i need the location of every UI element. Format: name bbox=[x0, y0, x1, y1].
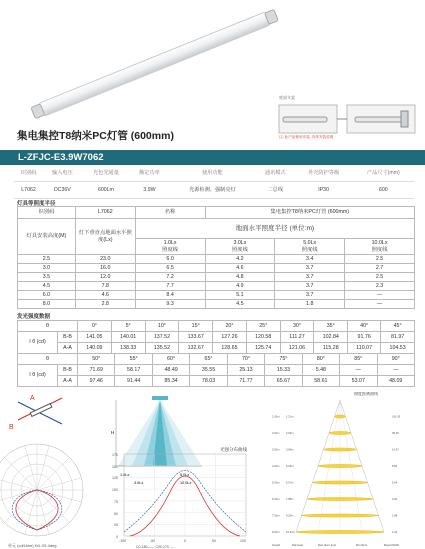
bb-value-cell: 137.52 bbox=[145, 332, 179, 343]
spec-header: 外壳防护等级 bbox=[295, 165, 353, 181]
spec-value: IP30 bbox=[295, 181, 353, 198]
illum-cell: 4.2 bbox=[205, 255, 275, 264]
intensity-angle-row bbox=[18, 354, 415, 365]
spec-header: 光色光通量 bbox=[82, 165, 130, 181]
illum-cell: 6.0 bbox=[135, 255, 205, 264]
illum-cell: 6.0 bbox=[18, 291, 76, 300]
angle-cell: 45° bbox=[381, 321, 415, 332]
iso-footer: Diameter bbox=[292, 543, 304, 547]
iso-ring bbox=[329, 431, 351, 434]
light-curve-x-tick: -100 bbox=[119, 539, 127, 543]
illum-cell: 7.2 bbox=[135, 273, 205, 282]
iso-row-text: 8.82 bbox=[392, 465, 398, 468]
bb-value-cell: 133.67 bbox=[179, 332, 213, 343]
illum-cell: 4.8 bbox=[205, 273, 275, 282]
iso-row-text: 141.05 bbox=[392, 415, 401, 419]
bb-value-cell: 25.13 bbox=[227, 365, 264, 376]
iso-ring bbox=[324, 448, 357, 451]
lux-level-sub: 照度线 bbox=[162, 246, 179, 253]
polar-caption: 单元 (cd/1klm) H/L:25.4deg bbox=[8, 543, 57, 548]
aa-value-cell: 104.53 bbox=[381, 343, 415, 354]
lux-level-value: 3.0Lx bbox=[233, 240, 247, 247]
iso-ring bbox=[296, 530, 384, 533]
beam-label: 3.0Lx bbox=[134, 481, 144, 485]
iso-row-text: 35.26 bbox=[392, 432, 399, 435]
intensity-aa-row bbox=[18, 376, 415, 387]
illum-cell: 2.5 bbox=[345, 273, 415, 282]
aa-value-cell: 110.07 bbox=[348, 343, 381, 354]
lux-level bbox=[205, 239, 275, 255]
intensity-bb-row bbox=[18, 365, 415, 376]
product-image bbox=[20, 5, 290, 125]
illum-name-value: 集电集控T8纳米PC灯管 (600mm) bbox=[205, 207, 414, 219]
iso-footer: Min Illum bbox=[356, 543, 368, 547]
aa-value-cell: 138.33 bbox=[111, 343, 145, 354]
bb-label: B-B bbox=[58, 332, 78, 343]
aa-value-cell: 128.65 bbox=[213, 343, 247, 354]
lux-level-value: 10.0Lx bbox=[371, 240, 388, 247]
illum-cell: — bbox=[345, 300, 415, 309]
spec-table bbox=[14, 165, 414, 199]
spec-value: DC36V bbox=[43, 181, 82, 198]
bb-value-cell: 15.33 bbox=[265, 365, 302, 376]
illum-cell: — bbox=[345, 291, 415, 300]
illum-cell: 3.7 bbox=[275, 264, 345, 273]
iso-row-text: 2.63m bbox=[286, 432, 294, 435]
angle-cell: 65° bbox=[190, 354, 227, 365]
model-bar: L-ZFJC-E3.9W7062 bbox=[0, 150, 425, 165]
illum-cell: 7.8 bbox=[75, 282, 135, 291]
aa-value-cell: 91.44 bbox=[115, 376, 152, 387]
iso-row-text: 15.67 bbox=[392, 448, 399, 452]
callout-header: 底部支架 bbox=[279, 95, 295, 100]
lux-level-sub: 照度线 bbox=[301, 246, 318, 253]
illum-section-title: 灯具等照度半径 bbox=[17, 201, 56, 207]
theta-label: θ bbox=[18, 354, 78, 365]
illum-cell: 3.5 bbox=[18, 273, 76, 282]
spec-header: 使用功能 bbox=[169, 165, 256, 181]
iso-ring bbox=[335, 415, 346, 418]
illum-cell: 16.0 bbox=[75, 264, 135, 273]
light-curve-y-tick: 125 bbox=[112, 476, 118, 480]
beam-source bbox=[152, 396, 168, 400]
iso-row-text: 3.94m bbox=[286, 448, 294, 452]
intensity-table-1 bbox=[17, 320, 415, 354]
illum-name-label: 名称 bbox=[135, 207, 205, 219]
aa-value-cell: 135.52 bbox=[145, 343, 179, 354]
light-curve-y-tick: 25 bbox=[114, 523, 118, 527]
polar-chart bbox=[0, 444, 83, 536]
beam-diagram bbox=[111, 396, 202, 485]
aa-value-cell: 132.67 bbox=[179, 343, 213, 354]
iso-row-text: 4.00m bbox=[272, 465, 280, 468]
intensity-table-2 bbox=[17, 353, 415, 387]
light-curve-x-tick: 50 bbox=[212, 539, 216, 543]
illum-cell: 3.7 bbox=[275, 273, 345, 282]
angle-cell: 40° bbox=[348, 321, 381, 332]
illum-cell: 3.7 bbox=[275, 291, 345, 300]
diagrams bbox=[0, 392, 425, 549]
light-curve-y-tick: 0 bbox=[116, 535, 118, 539]
illum-cell: 4.5 bbox=[205, 300, 275, 309]
iso-ring bbox=[307, 497, 373, 500]
illum-row bbox=[18, 264, 415, 273]
illum-row bbox=[18, 255, 415, 264]
illum-cell: 8.4 bbox=[135, 291, 205, 300]
angle-cell: 5° bbox=[111, 321, 145, 332]
iso-row-text: 2.88 bbox=[392, 514, 398, 518]
spec-header: 产品尺寸(mm) bbox=[353, 165, 414, 181]
angle-cell: 75° bbox=[265, 354, 302, 365]
bb-value-cell: 141.05 bbox=[78, 332, 112, 343]
intensity-aa-row bbox=[18, 343, 415, 354]
iso-diagram bbox=[272, 392, 401, 547]
iso-row-text: 1.00m bbox=[272, 415, 280, 419]
bb-value-cell: 111.27 bbox=[280, 332, 314, 343]
light-curve-y-tick: 175 bbox=[112, 453, 118, 457]
intensity-section-title: 发光强度数据 bbox=[17, 314, 51, 320]
aa-label: A-A bbox=[58, 376, 78, 387]
illum-center-lux-header: 灯下垂直点地面水平照度(Lx) bbox=[75, 219, 135, 255]
illum-cell: 2.5 bbox=[18, 255, 76, 264]
spec-value: 600Lm bbox=[82, 181, 130, 198]
illum-cell: 4.9 bbox=[205, 282, 275, 291]
iq-label: I θ (cd) bbox=[18, 365, 58, 387]
illum-cell: 2.7 bbox=[345, 264, 415, 273]
spec-value: 二总线 bbox=[256, 181, 295, 198]
illum-cell: 4.5 bbox=[18, 282, 76, 291]
illum-cell: 4.6 bbox=[75, 291, 135, 300]
aa-value-cell: 121.06 bbox=[280, 343, 314, 354]
angle-cell: 10° bbox=[145, 321, 179, 332]
illum-cell: 8.0 bbox=[18, 300, 76, 309]
illum-cell: 23.0 bbox=[75, 255, 135, 264]
beam-label: 1.0Lx bbox=[120, 473, 130, 477]
axis-b-label: B bbox=[9, 424, 14, 431]
bb-value-cell: — bbox=[340, 365, 377, 376]
bb-value-cell: 81.97 bbox=[381, 332, 415, 343]
lux-level bbox=[275, 239, 345, 255]
aa-value-cell: 125.74 bbox=[246, 343, 280, 354]
illum-row bbox=[18, 300, 415, 309]
bb-label: B-B bbox=[58, 365, 78, 376]
spec-value-row bbox=[14, 181, 414, 198]
aa-value-cell: 53.07 bbox=[340, 376, 377, 387]
illum-cell: 1.8 bbox=[275, 300, 345, 309]
light-curve-x-tick: 0 bbox=[184, 539, 186, 543]
iso-ring bbox=[313, 481, 368, 484]
spec-value: L7062 bbox=[14, 181, 43, 198]
bb-value-cell: 48.49 bbox=[152, 365, 189, 376]
lux-level-value: 5.0Lx bbox=[303, 240, 317, 247]
angle-cell: 70° bbox=[227, 354, 264, 365]
illum-row bbox=[18, 291, 415, 300]
illum-table bbox=[17, 206, 415, 309]
theta-label: θ bbox=[18, 321, 78, 332]
aa-value-cell: 115.28 bbox=[314, 343, 348, 354]
bb-value-cell: 58.17 bbox=[115, 365, 152, 376]
illum-radius-header: 地面水平照度半径 (单位:m) bbox=[135, 219, 414, 239]
spec-value: 3.9W bbox=[130, 181, 169, 198]
aa-value-cell: 97.46 bbox=[78, 376, 115, 387]
spec-header: 通讯模式 bbox=[256, 165, 295, 181]
lux-level bbox=[135, 239, 205, 255]
light-curve-y-tick: 100 bbox=[112, 488, 118, 492]
bb-value-cell: 127.26 bbox=[213, 332, 247, 343]
light-curve-x-tick: -50 bbox=[150, 539, 156, 543]
light-curve-y-tick: 150 bbox=[112, 465, 118, 469]
bb-value-cell: 71.69 bbox=[78, 365, 115, 376]
light-curve-y-tick: 50 bbox=[114, 512, 118, 516]
angle-cell: 90° bbox=[377, 354, 415, 365]
illum-row bbox=[18, 282, 415, 291]
aa-value-cell: 78.03 bbox=[190, 376, 227, 387]
lux-level-sub: 照度线 bbox=[231, 246, 248, 253]
beam-label: 5.0Lx bbox=[180, 473, 190, 477]
illum-cell: 7.7 bbox=[135, 282, 205, 291]
iso-ring bbox=[302, 514, 379, 517]
aa-value-cell: 71.77 bbox=[227, 376, 264, 387]
beam-label: 10.0Lx bbox=[180, 481, 192, 485]
iso-row-text: 9.20m bbox=[286, 514, 294, 518]
lux-level-value: 1.0Lx bbox=[163, 240, 177, 247]
iso-row-text: 2.20 bbox=[392, 531, 398, 534]
iso-row-text: 5.64 bbox=[392, 481, 398, 485]
illum-cell: 2.3 bbox=[345, 282, 415, 291]
light-curve-legend: C0-180—— C90-270 ---- bbox=[136, 545, 175, 549]
illum-cell: 3.4 bbox=[275, 255, 345, 264]
iq-label: I θ (cd) bbox=[18, 332, 58, 354]
angle-cell: 30° bbox=[280, 321, 314, 332]
spec-value: 光源检测、强制亮灯 bbox=[169, 181, 256, 198]
light-curve-title: 光强分布曲线 bbox=[220, 447, 247, 452]
iso-ring bbox=[318, 464, 362, 467]
aa-label: A-A bbox=[58, 343, 78, 354]
illum-cell: 6.5 bbox=[135, 264, 205, 273]
spec-header-row bbox=[14, 165, 414, 181]
callout-caption: 注: 此产品使用安装, 具体安装说明 bbox=[279, 135, 334, 139]
iso-row-text: 3.00m bbox=[272, 448, 280, 452]
illum-header-row bbox=[18, 219, 415, 239]
light-curve-x-tick: 100 bbox=[240, 539, 246, 543]
iso-title: 照度距离曲线 bbox=[354, 392, 378, 396]
illum-row bbox=[18, 273, 415, 282]
spec-header: 识别码 bbox=[14, 165, 43, 181]
iso-footer: Height bbox=[272, 543, 281, 547]
intensity-angle-row bbox=[18, 321, 415, 332]
spec-value: 600 bbox=[353, 181, 414, 198]
intensity-bb-row bbox=[18, 332, 415, 343]
iso-row-text: 6.00m bbox=[272, 498, 280, 501]
iso-row-text: 3.92 bbox=[392, 498, 398, 501]
angle-cell: 80° bbox=[302, 354, 339, 365]
installation-callout bbox=[277, 95, 419, 155]
angle-cell: 85° bbox=[340, 354, 377, 365]
illum-cell: 3.7 bbox=[275, 282, 345, 291]
axis-diagram bbox=[9, 395, 62, 431]
iso-footer: Beam/Width bbox=[384, 543, 400, 547]
angle-cell: 20° bbox=[213, 321, 247, 332]
iso-row-text: 2.00m bbox=[272, 432, 280, 435]
beam-height-label: H bbox=[111, 430, 115, 435]
illum-cell: 5.1 bbox=[205, 291, 275, 300]
illum-cell: 3.0 bbox=[18, 264, 76, 273]
aa-value-cell: 48.09 bbox=[377, 376, 415, 387]
illum-id-value: L7062 bbox=[75, 207, 135, 219]
bb-value-cell: 120.58 bbox=[246, 332, 280, 343]
angle-cell: 0° bbox=[78, 321, 112, 332]
iso-row-text: 1.31m bbox=[286, 415, 294, 419]
illum-cell: 12.0 bbox=[75, 273, 135, 282]
iso-row-text: 5.26m bbox=[286, 465, 294, 468]
spec-header: 输入电压 bbox=[43, 165, 82, 181]
iso-row-text: 7.00m bbox=[272, 514, 280, 518]
illum-cell: 4.6 bbox=[205, 264, 275, 273]
angle-cell: 35° bbox=[314, 321, 348, 332]
spec-header: 额定功率 bbox=[130, 165, 169, 181]
illum-cell: 9.3 bbox=[135, 300, 205, 309]
iso-row-text: 10.51m bbox=[286, 531, 295, 534]
iso-row-text: 8.00m bbox=[272, 531, 280, 534]
illum-cell: 2.5 bbox=[345, 255, 415, 264]
aa-value-cell: 65.67 bbox=[265, 376, 302, 387]
angle-cell: 60° bbox=[152, 354, 189, 365]
aa-value-cell: 85.34 bbox=[152, 376, 189, 387]
iso-row-text: 6.57m bbox=[286, 481, 294, 485]
bb-value-cell: 140.01 bbox=[111, 332, 145, 343]
lux-level-sub: 照度线 bbox=[371, 246, 388, 253]
bb-value-cell: 5.48 bbox=[302, 365, 339, 376]
iso-row-text: 5.00m bbox=[272, 481, 280, 485]
iso-row-text: 7.88m bbox=[286, 498, 294, 501]
light-curve-y-tick: 75 bbox=[114, 500, 118, 504]
axis-a-label: A bbox=[30, 395, 35, 402]
page-title: 集电集控T8纳米PC灯管 (600mm) bbox=[17, 130, 174, 142]
angle-cell: 55° bbox=[115, 354, 152, 365]
angle-cell: 25° bbox=[246, 321, 280, 332]
aa-value-cell: 140.09 bbox=[78, 343, 112, 354]
bb-value-cell: 91.76 bbox=[348, 332, 381, 343]
aa-value-cell: 58.61 bbox=[302, 376, 339, 387]
illum-cell: 2.8 bbox=[75, 300, 135, 309]
illum-id-label: 识别码 bbox=[18, 207, 76, 219]
illum-install-height-header: 灯具安装高度(M) bbox=[18, 219, 76, 255]
angle-cell: 50° bbox=[78, 354, 115, 365]
iso-footer: Max Illum (lux) bbox=[318, 543, 337, 547]
bb-value-cell: 35.55 bbox=[190, 365, 227, 376]
mount-diagram bbox=[277, 101, 419, 151]
illum-row-id bbox=[18, 207, 415, 219]
bb-value-cell: 102.84 bbox=[314, 332, 348, 343]
bb-value-cell: — bbox=[377, 365, 415, 376]
angle-cell: 15° bbox=[179, 321, 213, 332]
lux-level bbox=[345, 239, 415, 255]
